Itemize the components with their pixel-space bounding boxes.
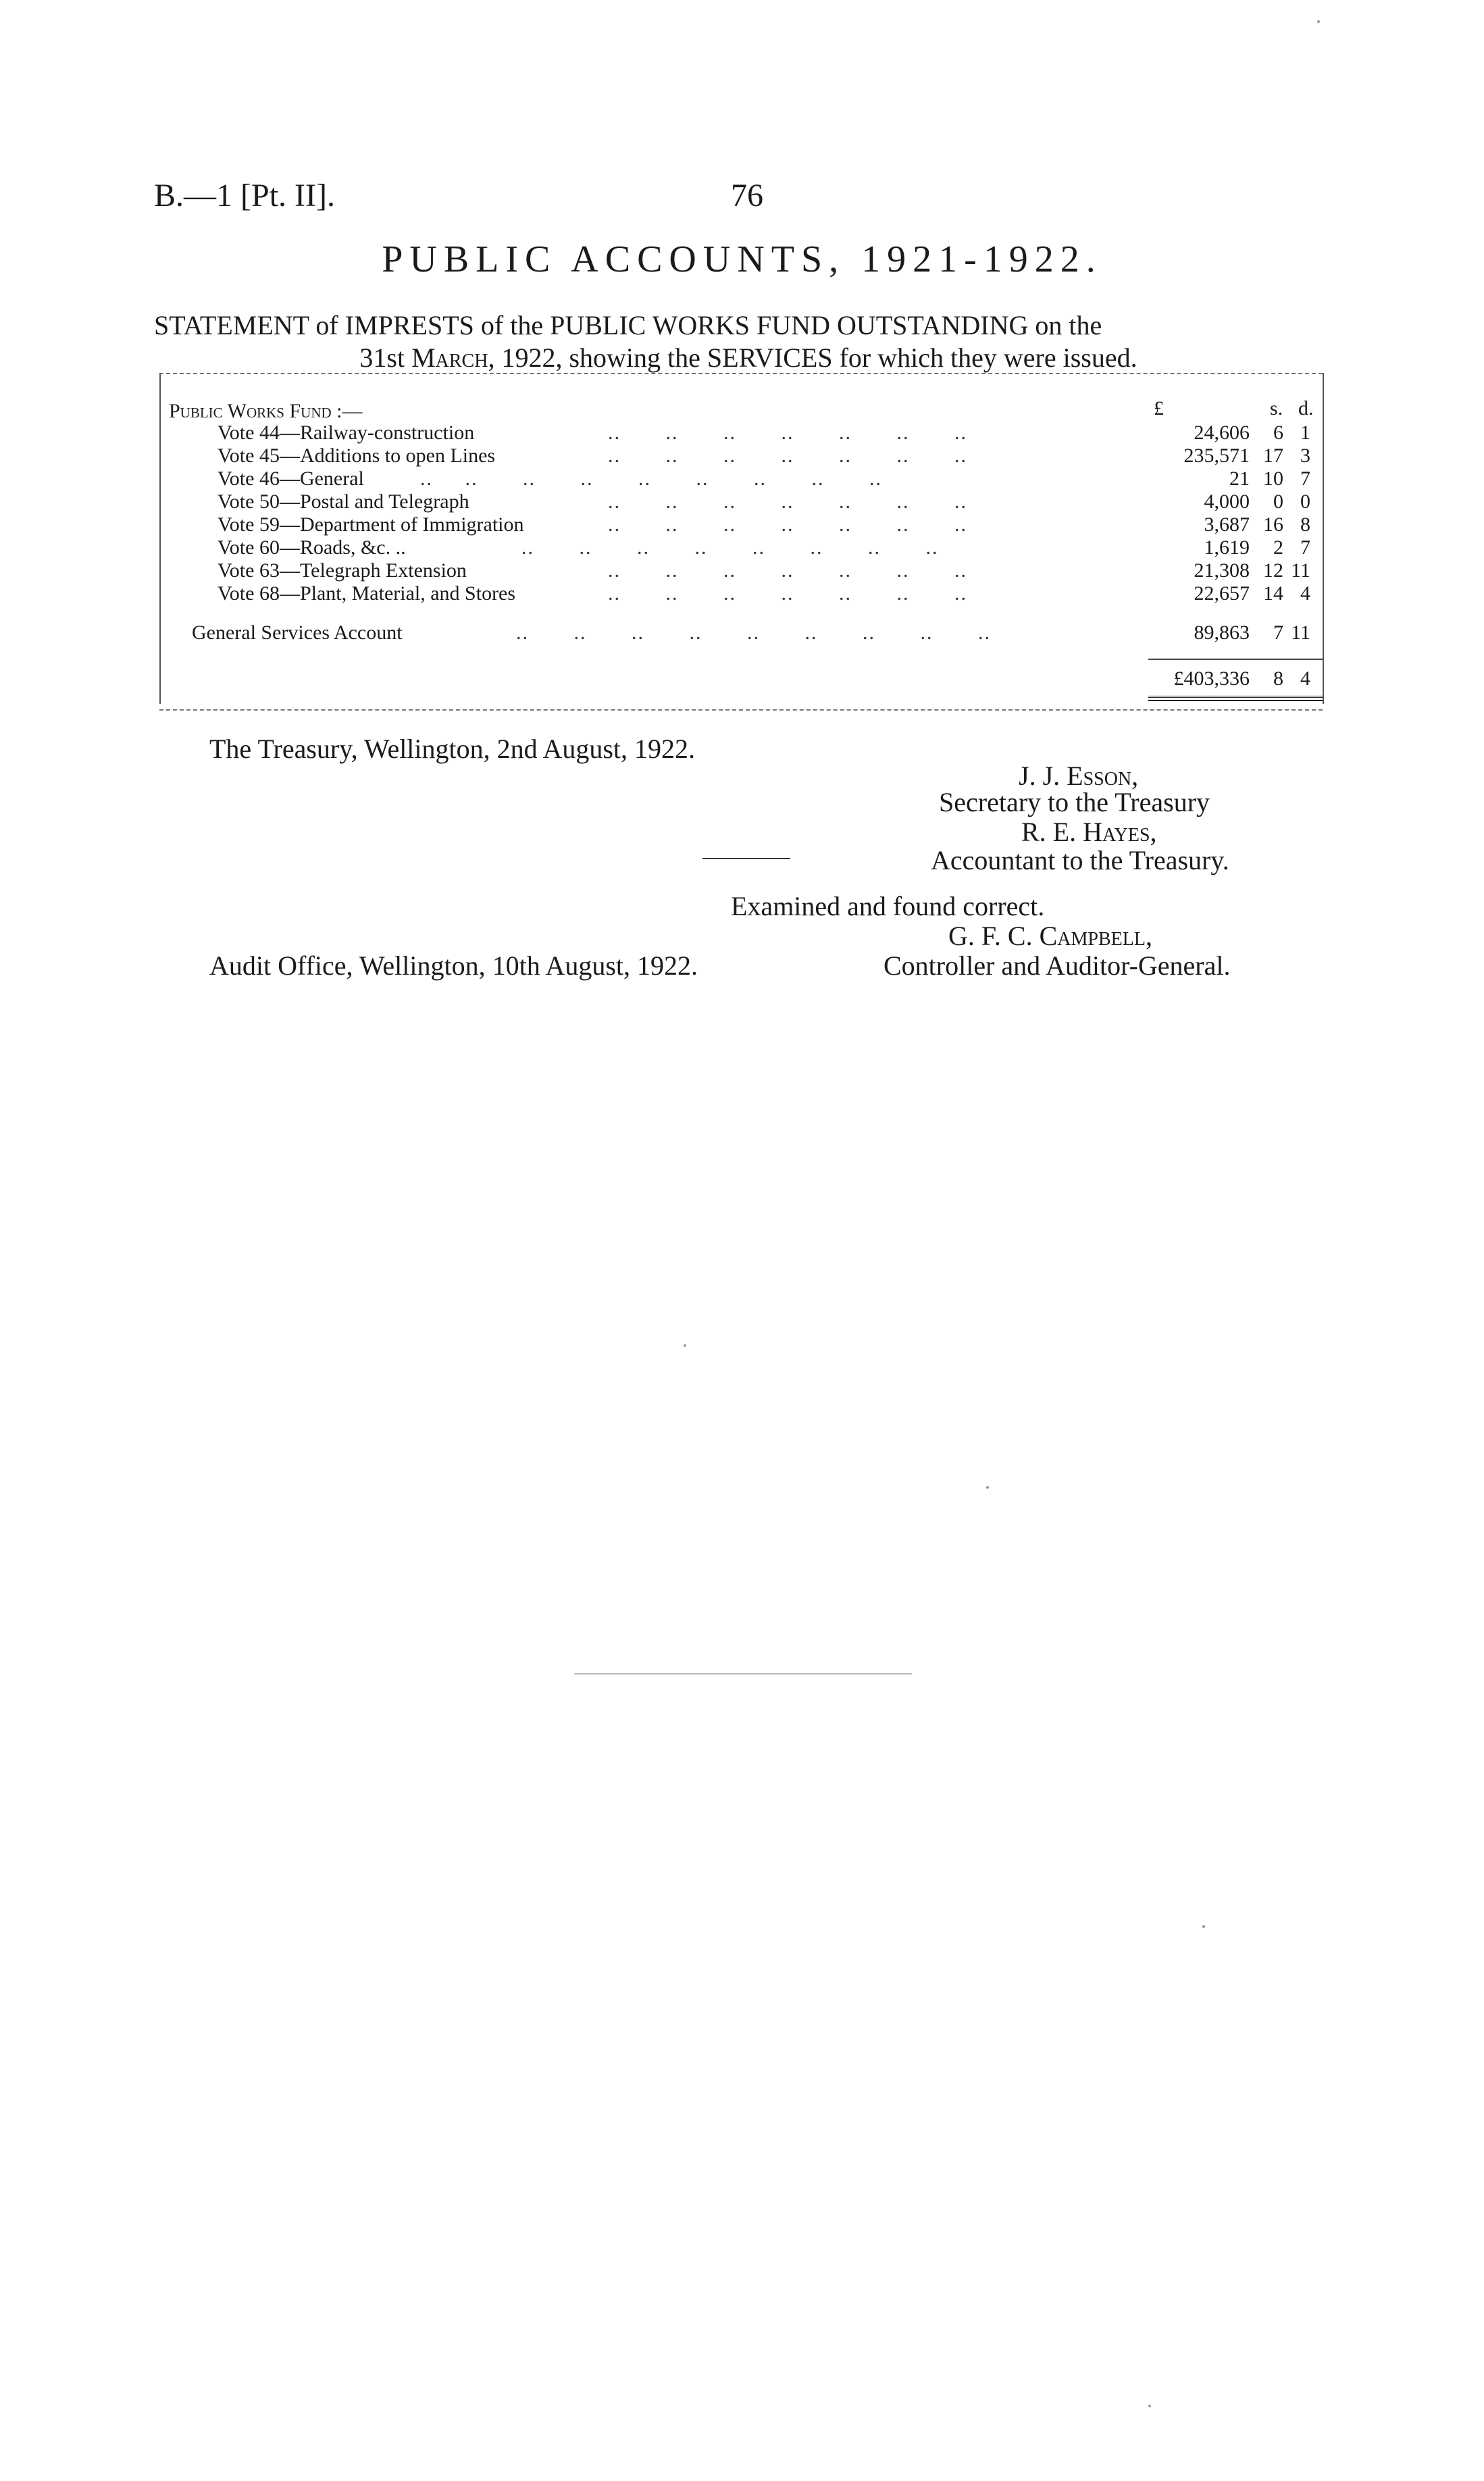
table-row: Vote 45—Additions to open Lines .. .. .. .. .. .. .. 235,571 17 3 <box>218 444 1310 467</box>
table-row: Vote 60—Roads, &c. .. .. .. .. .. .. .. .. .. 1,619 2 7 <box>218 536 1310 559</box>
table-row: Vote 46—General .. .. .. .. .. .. .. .. .. 21 10 7 <box>218 467 1310 490</box>
table-row-total: £403,336 8 4 <box>1173 667 1310 690</box>
scan-speck <box>684 1344 686 1347</box>
table-section-title: Public Works Fund :— <box>169 400 363 422</box>
total-double-rule <box>1148 696 1323 698</box>
scan-speck <box>986 1486 989 1489</box>
scan-speck <box>1148 2405 1151 2407</box>
signatory-1-name: J. J. Esson, <box>1019 761 1139 791</box>
statement-line-2: 31st March, 1922, showing the SERVICES for which they were issued. <box>359 342 1137 373</box>
table-row: Vote 44—Railway-construction .. .. .. .. .. .. .. 24,606 6 1 <box>218 421 1310 444</box>
table-row: Vote 59—Department of Immigration .. .. .. .. .. .. .. 3,687 16 8 <box>218 513 1310 536</box>
signatory-3-title: Controller and Auditor-General. <box>884 950 1231 981</box>
scan-speck <box>1317 20 1320 23</box>
subtotal-rule <box>1148 659 1323 660</box>
signatory-2-name: R. E. Hayes, <box>1021 817 1157 847</box>
column-header-shillings: s. <box>1270 397 1283 419</box>
examined-note: Examined and found correct. <box>731 891 1045 921</box>
scan-speck <box>1202 1925 1205 1928</box>
signatory-2-title: Accountant to the Treasury. <box>931 845 1229 875</box>
document-title: PUBLIC ACCOUNTS, 1921-1922. <box>382 238 1102 280</box>
table-row: Vote 68—Plant, Material, and Stores .. .. .. .. .. .. .. 22,657 14 4 <box>218 582 1310 605</box>
table-row-general-services: General Services Account .. .. .. .. .. .. .. .. .. 89,863 7 11 <box>192 621 1310 644</box>
treasury-date-line: The Treasury, Wellington, 2nd August, 1922. <box>209 734 696 764</box>
faint-scan-rule <box>574 1673 912 1674</box>
audit-office-date-line: Audit Office, Wellington, 10th August, 1922. <box>209 950 698 981</box>
page-number: 76 <box>731 178 763 213</box>
total-underline <box>1148 700 1323 701</box>
signatory-3-name: G. F. C. Campbell, <box>948 921 1152 951</box>
table-row: Vote 50—Postal and Telegraph .. .. .. .. .. .. .. 4,000 0 0 <box>218 490 1310 513</box>
statement-line-1: STATEMENT of IMPRESTS of the PUBLIC WORKS FUND OUTSTANDING on the <box>154 310 1102 340</box>
page-reference: B.—1 [Pt. II]. <box>154 178 335 213</box>
table-bottom-rule <box>159 709 1323 711</box>
signatory-1-title: Secretary to the Treasury <box>939 787 1210 817</box>
table-row: Vote 63—Telegraph Extension .. .. .. .. .. .. .. 21,308 12 11 <box>218 559 1310 582</box>
signature-dash <box>702 858 790 859</box>
column-header-pounds: £ <box>1154 397 1164 419</box>
statement-heading <box>154 309 1343 374</box>
column-header-pence: d. <box>1298 397 1314 419</box>
